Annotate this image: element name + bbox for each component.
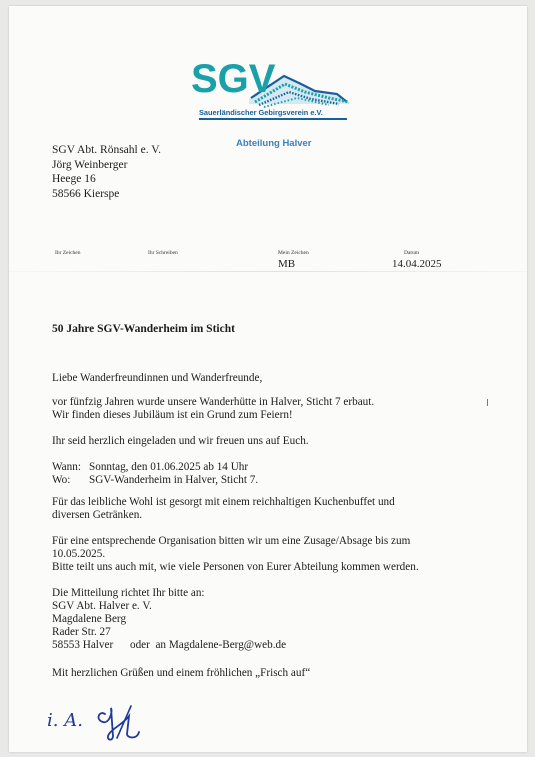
mein-zeichen-label: Mein Zeichen <box>278 250 309 256</box>
paragraph-line: diversen Getränken. <box>52 509 143 521</box>
letter-subject: 50 Jahre SGV-Wanderheim im Sticht <box>52 323 235 335</box>
closing: Mit herzlichen Grüßen und einem fröhlichen „Frisch auf“ <box>52 667 311 679</box>
paragraph-line: Ihr seid herzlich eingeladen und wir freuen uns auf Euch. <box>52 435 309 447</box>
ihr-schreiben-label: Ihr Schreiben <box>148 250 178 256</box>
paragraph-line: Bitte teilt uns auch mit, wie viele Personen von Eurer Abteilung kommen werden. <box>52 561 419 573</box>
mein-zeichen-value: MB <box>278 258 296 270</box>
handwritten-signature <box>47 694 187 749</box>
wann-label: Wann: <box>52 461 81 473</box>
paper-fold-line <box>9 271 527 272</box>
datum-label: Datum <box>404 250 419 256</box>
sender-line: Heege 16 <box>52 173 96 185</box>
paragraph-line: Wir finden dieses Jubiläum ist ein Grund zum Feiern! <box>52 409 293 421</box>
sender-line: SGV Abt. Rönsahl e. V. <box>52 144 161 156</box>
sender-address <box>52 143 161 201</box>
contact-line: 58553 Halver oder an Magdalene-Berg@web.de <box>52 639 287 651</box>
sender-line: 58566 Kierspe <box>52 187 120 200</box>
wann-value: Sonntag, den 01.06.2025 ab 14 Uhr <box>89 461 249 473</box>
wo-label: Wo: <box>52 474 71 486</box>
contact-line: Magdalene Berg <box>52 613 127 625</box>
margin-mark <box>487 399 488 406</box>
wo-value: SGV-Wanderheim in Halver, Sticht 7. <box>89 474 259 486</box>
letter-page <box>9 6 527 752</box>
paragraph-line: 10.05.2025. <box>52 548 106 560</box>
paragraph-line: Für eine entsprechende Organisation bitten wir um eine Zusage/Absage bis zum <box>52 535 411 547</box>
logo-letters: SGV <box>191 57 276 101</box>
sender-line: Jörg Weinberger <box>52 158 128 171</box>
greeting: Liebe Wanderfreundinnen und Wanderfreunde, <box>52 372 263 384</box>
ihr-zeichen-label: Ihr Zeichen <box>55 250 81 256</box>
signature-icon <box>47 694 187 744</box>
department-name: Abteilung Halver <box>236 138 312 149</box>
paragraph-line: Für das leibliche Wohl ist gesorgt mit einem reichhaltigen Kuchenbuffet und <box>52 496 395 508</box>
sgv-logo <box>189 54 349 134</box>
logo-underline <box>199 118 347 120</box>
contact-intro: Die Mitteilung richtet Ihr bitte an: <box>52 587 205 599</box>
contact-line: SGV Abt. Halver e. V. <box>52 600 152 612</box>
contact-line: Rader Str. 27 <box>52 626 111 638</box>
paragraph-line: vor fünfzig Jahren wurde unsere Wanderhütte in Halver, Sticht 7 erbaut. <box>52 396 375 408</box>
signature-ia-text: i. A. <box>47 710 83 731</box>
datum-value: 14.04.2025 <box>392 258 442 270</box>
logo-subtitle: Sauerländischer Gebirgsverein e.V. <box>199 108 323 117</box>
